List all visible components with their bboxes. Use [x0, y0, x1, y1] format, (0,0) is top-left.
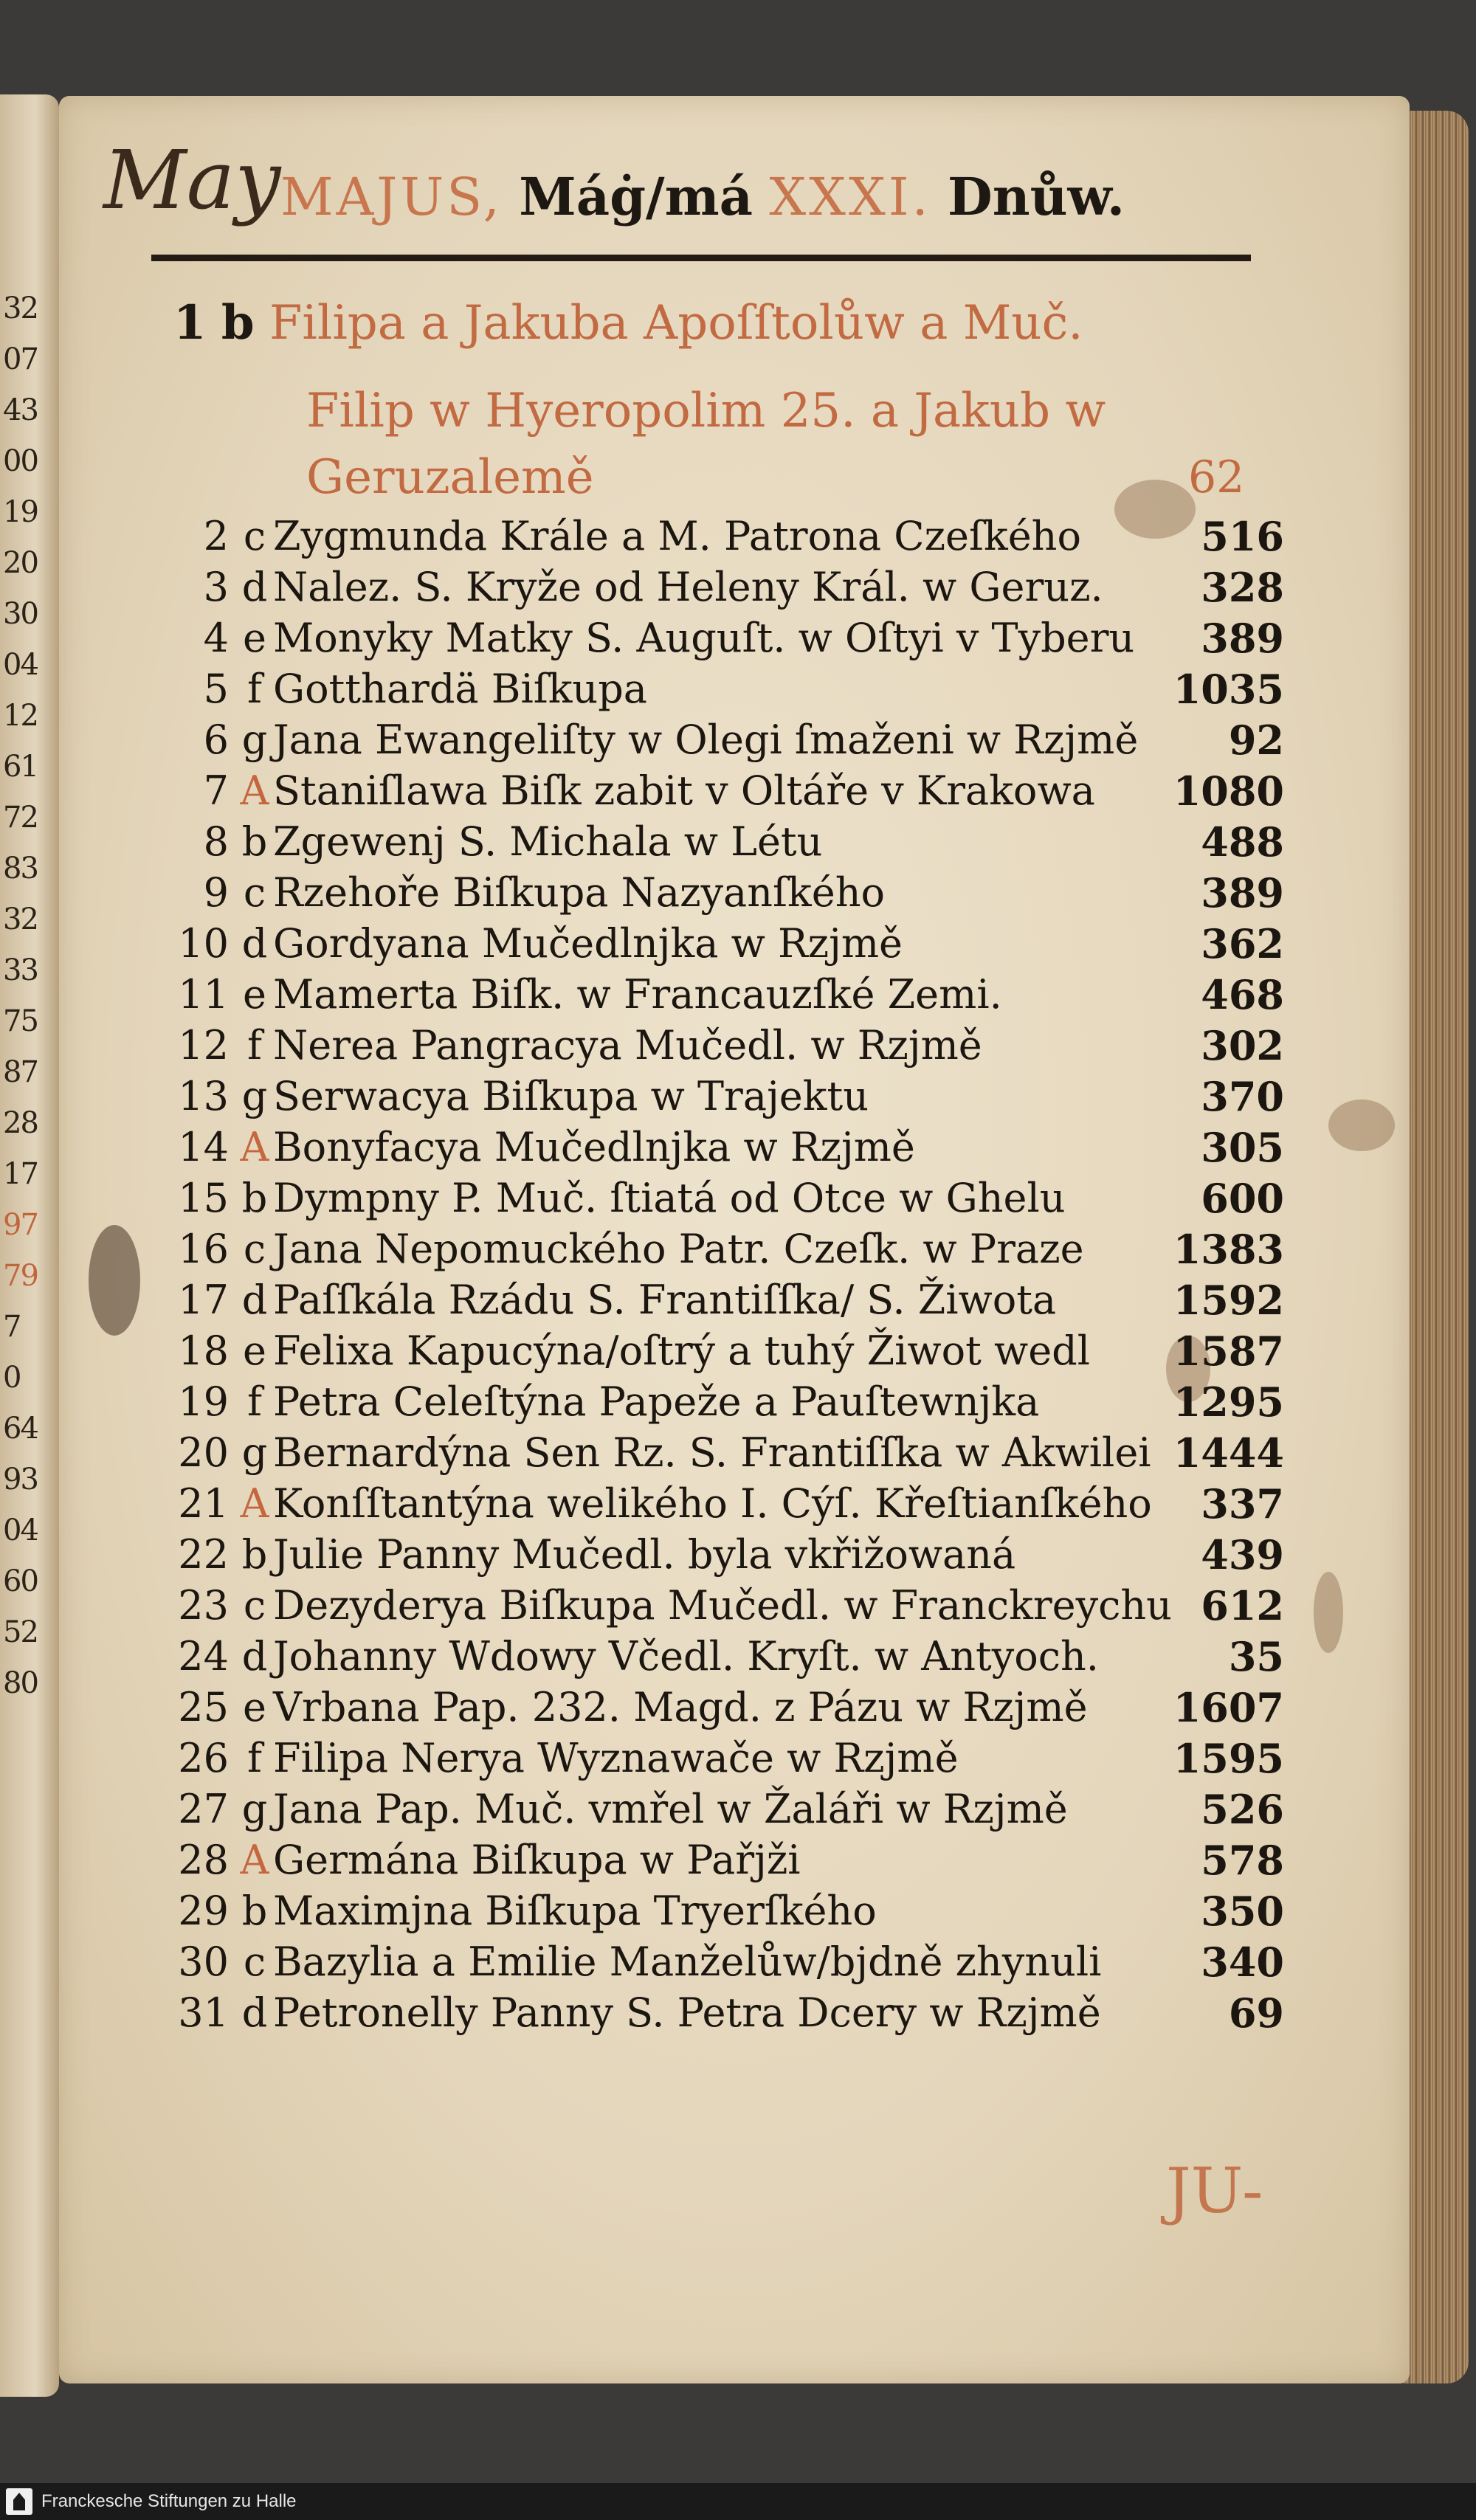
entry-letter: b: [221, 295, 255, 351]
row-year: 1080: [1173, 767, 1284, 815]
row-day: 3: [203, 564, 229, 610]
row-saint-text: Zgewenj S. Michala w Létu: [273, 818, 823, 865]
row-saint-text: Konſſtantýna welikého I. Cýſ. Křeſtianſkého: [273, 1480, 1152, 1527]
row-dominical-letter: g: [241, 1073, 268, 1119]
row-year: 488: [1201, 818, 1284, 866]
row-year: 1444: [1173, 1429, 1284, 1477]
row-dominical-letter: c: [243, 1582, 266, 1629]
row-saint-text: Bonyfacya Mučedlnjka w Rzjmě: [273, 1124, 915, 1170]
row-year: 389: [1201, 615, 1284, 662]
feast-row: [162, 513, 1284, 565]
row-dominical-letter: g: [241, 1429, 268, 1476]
row-year: 1607: [1173, 1684, 1284, 1731]
row-saint-text: Jana Nepomuckého Patr. Czeſk. w Praze: [273, 1226, 1084, 1272]
left-page-fragment: 32: [3, 902, 38, 936]
feast-row: [162, 1684, 1284, 1736]
ink-stain: [89, 1225, 140, 1336]
row-saint-text: Rzehoře Biſkupa Nazyanſkého: [273, 869, 885, 916]
left-page-fragment: 79: [3, 1259, 38, 1293]
left-page-fragment: 43: [3, 393, 38, 427]
row-saint-text: Petronelly Panny S. Petra Dcery w Rzjmě: [273, 1989, 1101, 2036]
left-page-fragment: 64: [3, 1412, 38, 1446]
row-year: 600: [1201, 1175, 1284, 1222]
row-saint-text: Bernardýna Sen Rz. S. Frantiſſka w Akwilei: [273, 1429, 1151, 1476]
feast-row: [162, 1429, 1284, 1481]
left-page-fragment: 93: [3, 1463, 38, 1497]
left-page-fragment: 32: [3, 291, 38, 325]
feast-row: [162, 666, 1284, 717]
row-saint-text: Jana Ewangeliſty w Olegi ſmaženi w Rzjmě: [273, 717, 1139, 763]
feast-row: [162, 920, 1284, 972]
row-day: 14: [178, 1124, 229, 1170]
left-page-fragment: 7: [3, 1310, 21, 1344]
ink-stain: [1328, 1100, 1395, 1151]
row-saint-text: Nalez. S. Kryže od Heleny Král. w Geruz.: [273, 564, 1103, 610]
row-day: 12: [178, 1022, 229, 1069]
row-saint-text: Staniſlawa Biſk zabit v Oltáře v Krakowa: [273, 767, 1095, 814]
feast-row: [162, 869, 1284, 921]
row-year: 350: [1201, 1888, 1284, 1935]
row-saint-text: Bazylia a Emilie Manželůw/bjdně zhynuli: [273, 1939, 1102, 1985]
feast-row: [162, 1582, 1284, 1634]
feast-row: [162, 1022, 1284, 1074]
row-year: 578: [1201, 1837, 1284, 1884]
entry-text-line2: Filip w Hyeropolim 25. a Jakub w: [306, 384, 1106, 438]
row-dominical-letter: b: [241, 1888, 268, 1934]
left-page-fragment: 07: [3, 342, 38, 376]
feast-row: [162, 1226, 1284, 1277]
feast-row: [162, 767, 1284, 819]
month-name-latin: MAJUS,: [280, 167, 503, 227]
entry-text-line1: Filipa a Jakuba Apoſſtolůw a Muč.: [269, 296, 1083, 351]
row-dominical-letter: b: [241, 1531, 268, 1578]
row-day: 13: [178, 1073, 229, 1119]
row-saint-text: Serwacya Biſkupa w Trajektu: [273, 1073, 869, 1119]
row-day: 28: [178, 1837, 229, 1883]
row-saint-text: Filipa Nerya Wyznawače w Rzjmě: [273, 1735, 959, 1781]
left-page-fragment: 30: [3, 597, 38, 631]
row-dominical-letter: d: [241, 1633, 268, 1680]
row-dominical-letter: b: [241, 818, 268, 865]
row-day: 23: [178, 1582, 229, 1629]
row-dominical-letter: e: [243, 971, 266, 1018]
row-day: 22: [178, 1531, 229, 1578]
entry-year: 62: [1188, 452, 1245, 503]
row-year: 305: [1201, 1124, 1284, 1171]
left-page-fragment: 97: [3, 1208, 38, 1242]
left-page-fragment: 87: [3, 1055, 38, 1089]
row-year: 1592: [1173, 1277, 1284, 1324]
row-year: 612: [1201, 1582, 1284, 1629]
row-saint-text: Dympny P. Muč. ſtiatá od Otce w Ghelu: [273, 1175, 1066, 1221]
row-dominical-letter: c: [243, 1939, 266, 1985]
row-year: 389: [1201, 869, 1284, 916]
month-name-czech: Máġ/má: [519, 166, 753, 227]
row-day: 9: [203, 869, 229, 916]
row-dominical-letter: f: [247, 1378, 262, 1425]
row-saint-text: Nerea Pangracya Mučedl. w Rzjmě: [273, 1022, 982, 1069]
left-page-fragment: 60: [3, 1564, 38, 1598]
feast-row: [162, 1378, 1284, 1430]
feast-row: [162, 1989, 1284, 2041]
feast-row: [162, 1328, 1284, 1379]
row-day: 8: [203, 818, 229, 865]
feast-row: [162, 1735, 1284, 1787]
left-page-fragment: 83: [3, 852, 38, 886]
page-header: [280, 166, 1125, 227]
row-day: 20: [178, 1429, 229, 1476]
row-saint-text: Julie Panny Mučedl. byla vkřižowaná: [273, 1531, 1016, 1578]
days-label: Dnůw.: [947, 166, 1125, 227]
row-dominical-letter: e: [243, 1328, 266, 1374]
footer-institution: Franckesche Stiftungen zu Halle: [41, 2491, 297, 2511]
row-dominical-letter: g: [241, 1786, 268, 1832]
left-page-fragment: 00: [3, 444, 38, 478]
row-saint-text: Maximjna Biſkupa Tryerſkého: [273, 1888, 877, 1934]
left-page-fragment: 20: [3, 546, 38, 580]
row-dominical-letter: d: [241, 1277, 268, 1323]
row-year: 1383: [1173, 1226, 1284, 1273]
row-saint-text: Paſſkála Rzádu S. Frantiſſka/ S. Žiwota: [273, 1277, 1057, 1323]
catchword: JU-: [1166, 2155, 1263, 2227]
feast-row: [162, 1633, 1284, 1685]
feast-row: [162, 1124, 1284, 1176]
left-page-fragment: 33: [3, 953, 38, 987]
row-day: 24: [178, 1633, 229, 1680]
row-saint-text: Petra Celeſtýna Papeže a Pauſtewnjka: [273, 1378, 1040, 1425]
row-dominical-letter: f: [247, 1735, 262, 1781]
row-day: 6: [203, 717, 229, 763]
feast-row: [162, 1277, 1284, 1328]
row-saint-text: Dezyderya Biſkupa Mučedl. w Franckreychu: [273, 1582, 1172, 1629]
row-day: 18: [178, 1328, 229, 1374]
row-day: 15: [178, 1175, 229, 1221]
row-saint-text: Vrbana Pap. 232. Magd. z Pázu w Rzjmě: [273, 1684, 1088, 1730]
left-page-fragment: 75: [3, 1004, 38, 1038]
handwritten-month-note: May: [103, 133, 281, 227]
row-year: 370: [1201, 1073, 1284, 1120]
row-year: 1587: [1173, 1328, 1284, 1375]
row-dominical-letter: A: [240, 767, 269, 814]
left-page-fragment: 04: [3, 648, 38, 682]
feast-row: [162, 717, 1284, 768]
row-year: 302: [1201, 1022, 1284, 1069]
row-dominical-letter: A: [240, 1480, 269, 1527]
left-page-fragment: 12: [3, 699, 38, 733]
row-saint-text: Gordyana Mučedlnjka w Rzjmě: [273, 920, 903, 967]
row-saint-text: Monyky Matky S. Auguſt. w Oſtyi v Tyberu: [273, 615, 1135, 661]
left-page-fragment: 52: [3, 1615, 38, 1649]
row-dominical-letter: b: [241, 1175, 268, 1221]
row-saint-text: Mamerta Biſk. w Francauzſké Zemi.: [273, 971, 1002, 1018]
row-day: 5: [203, 666, 229, 712]
row-year: 328: [1201, 564, 1284, 611]
row-day: 26: [178, 1735, 229, 1781]
feast-row: [162, 1939, 1284, 1990]
row-day: 11: [178, 971, 229, 1018]
row-day: 17: [178, 1277, 229, 1323]
row-dominical-letter: e: [243, 615, 266, 661]
row-dominical-letter: g: [241, 717, 268, 763]
row-day: 19: [178, 1378, 229, 1425]
row-year: 362: [1201, 920, 1284, 967]
row-year: 526: [1201, 1786, 1284, 1833]
row-year: 69: [1228, 1989, 1284, 2037]
row-year: 337: [1201, 1480, 1284, 1527]
row-day: 25: [178, 1684, 229, 1730]
row-dominical-letter: A: [240, 1124, 269, 1170]
feast-row: [162, 564, 1284, 615]
left-page-fragment: 72: [3, 801, 38, 835]
row-year: 1035: [1173, 666, 1284, 713]
row-year: 1595: [1173, 1735, 1284, 1782]
row-year: 1295: [1173, 1378, 1284, 1426]
day-count: XXXI.: [769, 167, 931, 227]
feast-row: [162, 1480, 1284, 1532]
row-year: 468: [1201, 971, 1284, 1018]
feast-row: [162, 971, 1284, 1023]
row-year: 92: [1228, 717, 1284, 764]
row-dominical-letter: e: [243, 1684, 266, 1730]
row-saint-text: Felixa Kapucýna/oſtrý a tuhý Žiwot wedl: [273, 1328, 1090, 1374]
left-page-fragment: 28: [3, 1106, 38, 1140]
row-saint-text: Jana Pap. Muč. vmřel w Žaláři w Rzjmě: [273, 1786, 1068, 1832]
feast-row: [162, 1888, 1284, 1939]
header-rule: [151, 255, 1251, 261]
row-dominical-letter: d: [241, 920, 268, 967]
row-day: 21: [178, 1480, 229, 1527]
institution-logo-icon: [6, 2488, 32, 2515]
row-dominical-letter: d: [241, 1989, 268, 2036]
row-dominical-letter: c: [243, 869, 266, 916]
row-day: 30: [178, 1939, 229, 1985]
left-page-fragment: 19: [3, 495, 38, 529]
row-saint-text: Germána Biſkupa w Pařjži: [273, 1837, 801, 1883]
row-year: 439: [1201, 1531, 1284, 1578]
row-saint-text: Gotthardä Biſkupa: [273, 666, 647, 712]
row-day: 10: [178, 920, 229, 967]
left-page-fragment: 17: [3, 1157, 38, 1191]
row-dominical-letter: f: [247, 666, 262, 712]
row-day: 4: [203, 615, 229, 661]
row-year: 340: [1201, 1939, 1284, 1986]
ink-stain: [1314, 1572, 1343, 1653]
entry-day: 1: [173, 295, 207, 351]
row-dominical-letter: c: [243, 513, 266, 559]
left-page-fragment: 0: [3, 1361, 21, 1395]
feast-row: [162, 615, 1284, 666]
left-page-fragment: 61: [3, 750, 38, 784]
left-page-edge: [0, 94, 59, 2397]
left-page-fragment: 80: [3, 1666, 38, 1700]
row-dominical-letter: A: [240, 1837, 269, 1883]
row-saint-text: Zygmunda Krále a M. Patrona Czeſkého: [273, 513, 1081, 559]
feast-entry-1: [173, 295, 1083, 351]
entry-text-line3: Geruzalemě: [306, 450, 594, 505]
row-dominical-letter: d: [241, 564, 268, 610]
feast-row: [162, 1531, 1284, 1583]
row-dominical-letter: f: [247, 1022, 262, 1069]
row-year: 516: [1201, 513, 1284, 560]
feast-row: [162, 1786, 1284, 1837]
row-day: 16: [178, 1226, 229, 1272]
row-dominical-letter: c: [243, 1226, 266, 1272]
feast-row: [162, 818, 1284, 870]
row-day: 29: [178, 1888, 229, 1934]
row-day: 2: [203, 513, 229, 559]
left-page-fragment: 04: [3, 1513, 38, 1547]
row-year: 35: [1228, 1633, 1284, 1680]
row-day: 7: [203, 767, 229, 814]
row-saint-text: Johanny Wdowy Včedl. Kryſt. w Antyoch.: [273, 1633, 1099, 1680]
feast-row: [162, 1073, 1284, 1125]
row-day: 31: [178, 1989, 229, 2036]
feast-row: [162, 1837, 1284, 1888]
feast-row: [162, 1175, 1284, 1226]
row-day: 27: [178, 1786, 229, 1832]
